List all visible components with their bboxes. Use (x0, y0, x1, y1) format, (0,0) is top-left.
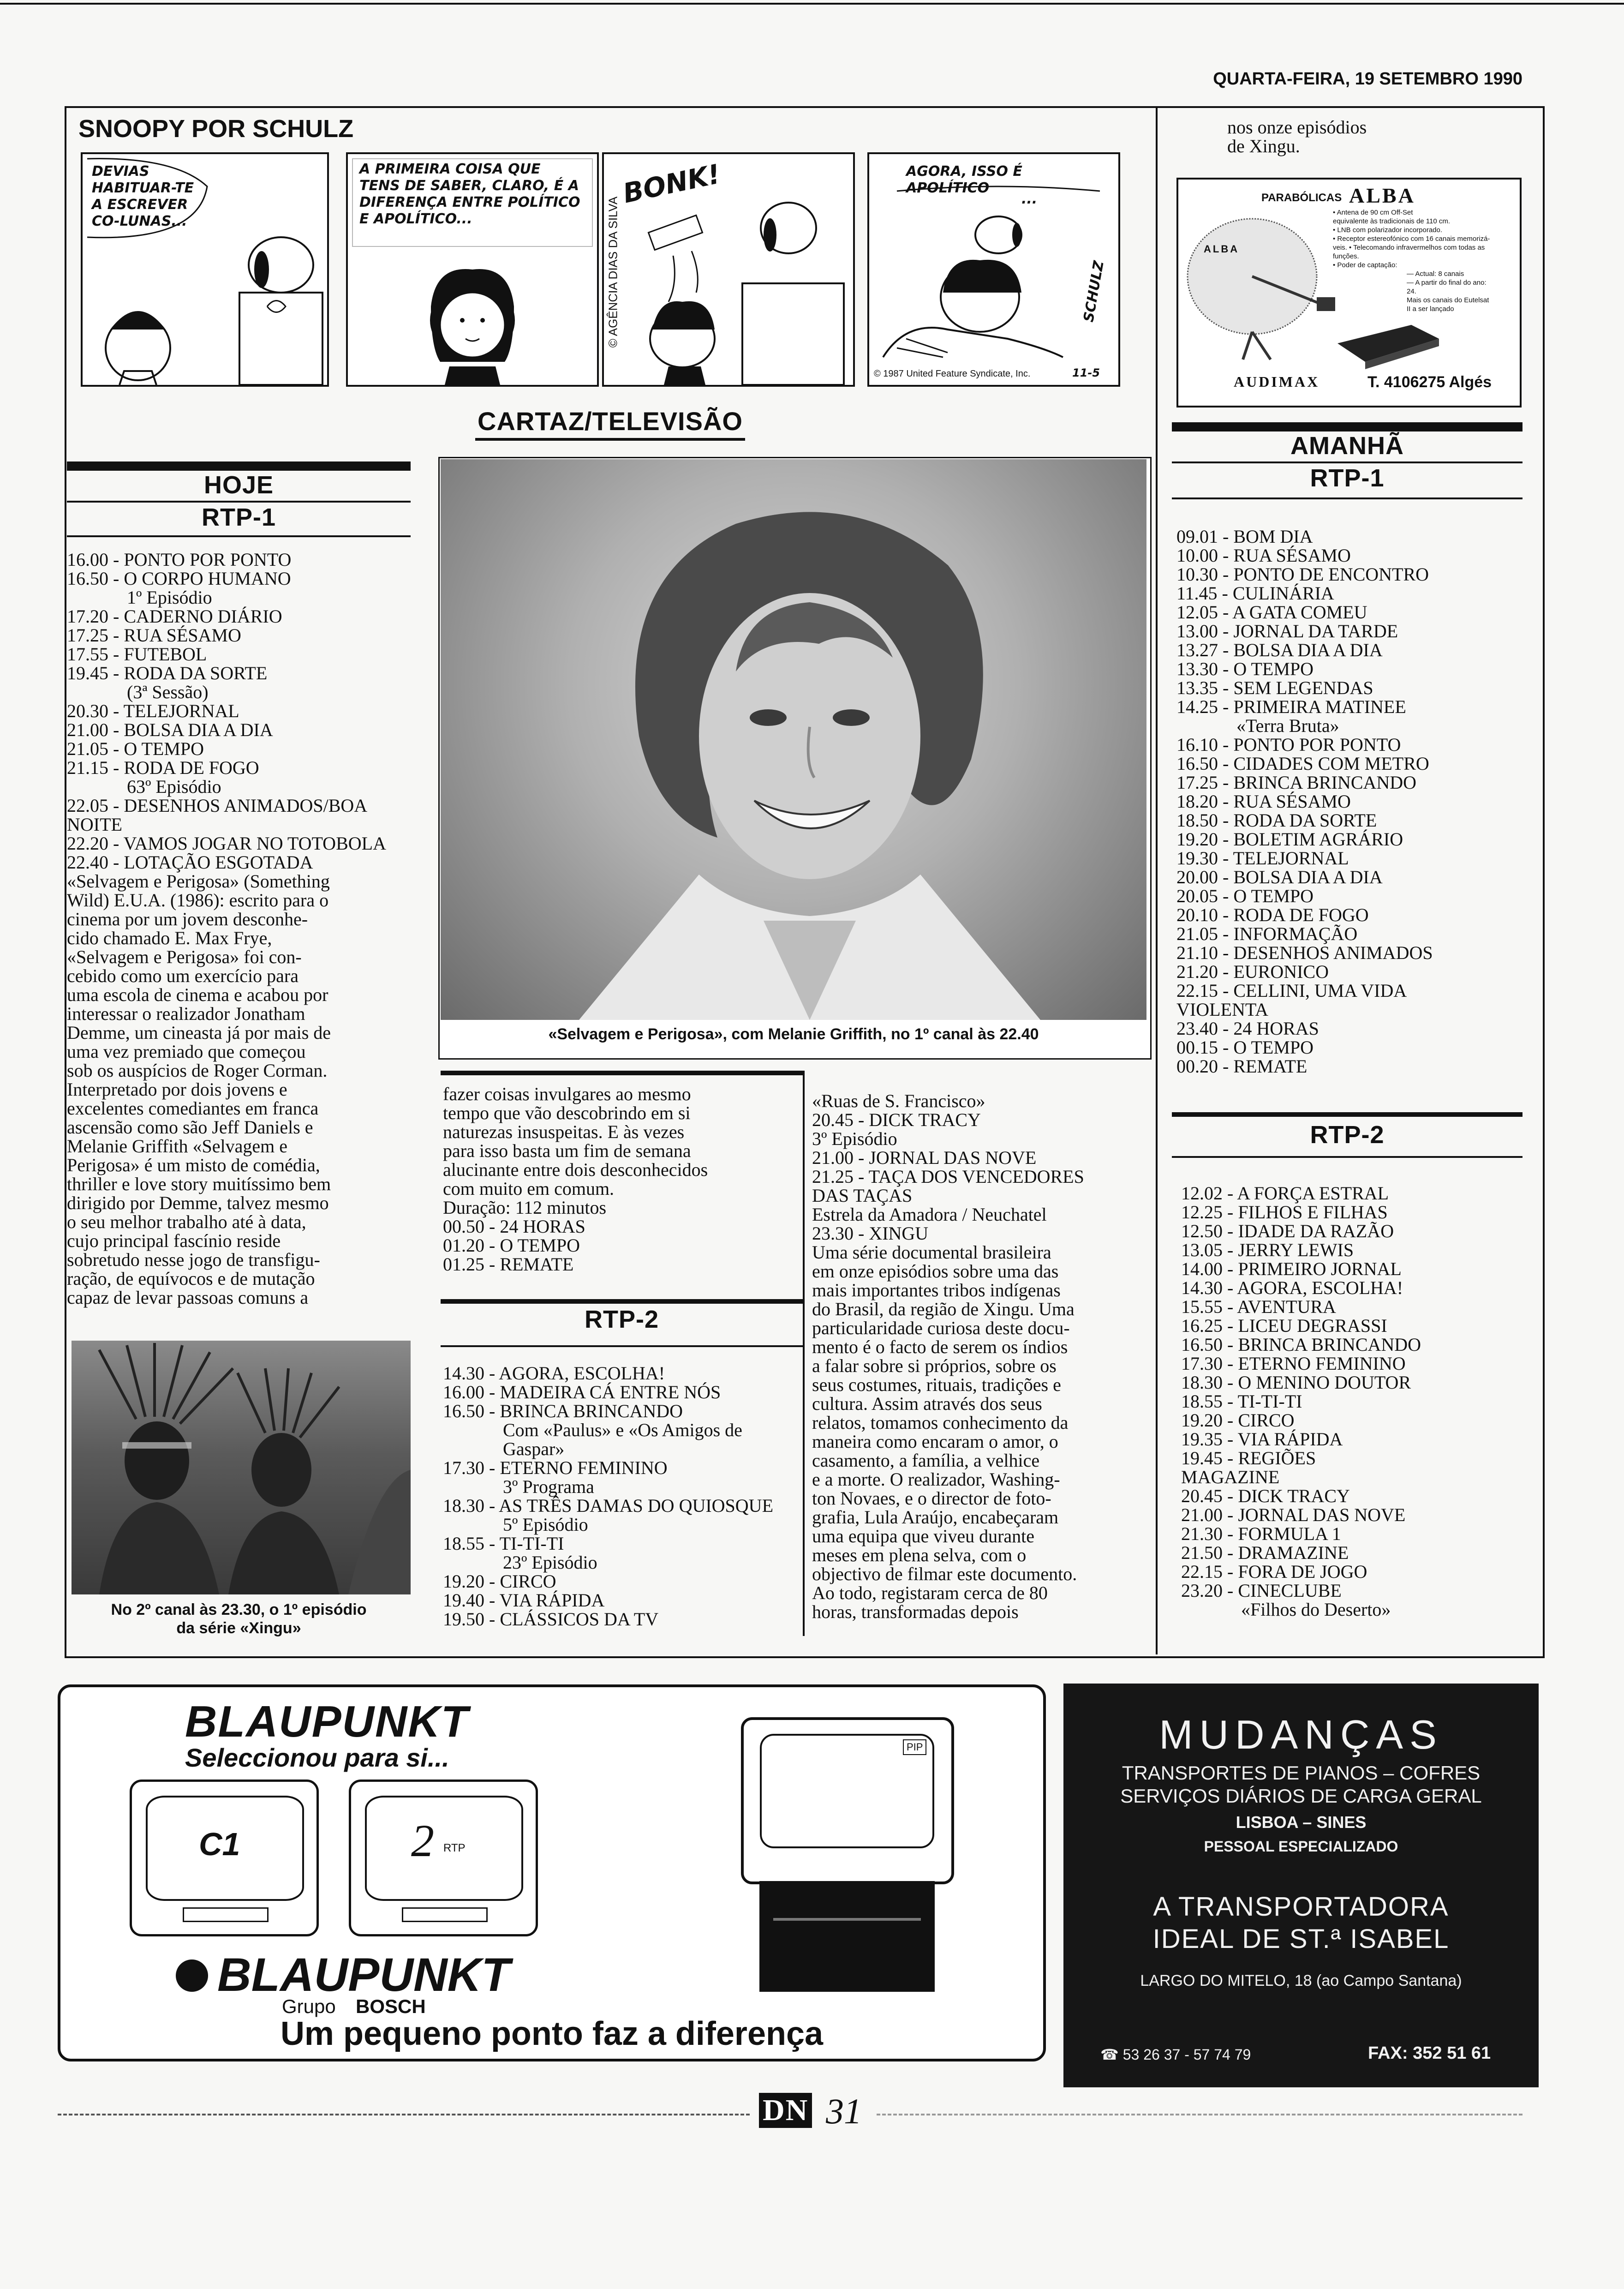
mudancas-fax: FAX: 352 51 61 (1368, 2043, 1491, 2063)
schedule-item: NOITE (67, 814, 122, 835)
panel4-dots: ... (1021, 191, 1038, 207)
mudancas-phone: ☎ 53 26 37 - 57 74 79 (1100, 2046, 1251, 2063)
schedule-item: 21.00 - BOLSA DIA A DIA (67, 719, 273, 740)
review-line: fazer coisas invulgares ao mesmo (443, 1084, 691, 1104)
schedule-item: DAS TAÇAS (812, 1185, 913, 1206)
review-line: mento é o facto de serem os índios (812, 1336, 1068, 1357)
schedule-item: 16.50 - BRINCA BRINCANDO (443, 1401, 683, 1421)
blaupunkt-tagline: Seleccionou para si... (185, 1743, 449, 1772)
schedule-note: 5º Episódio (503, 1514, 588, 1535)
schedule-item: 13.05 - JERRY LEWIS (1181, 1240, 1354, 1260)
schedule-note: 1º Episódio (127, 587, 212, 608)
schedule-item: 00.15 - O TEMPO (1176, 1037, 1314, 1058)
review-line: com muito em comum. (443, 1178, 615, 1199)
schedule-item: 01.25 - REMATE (443, 1254, 574, 1275)
tv1-controls (183, 1907, 269, 1922)
review-line: para isso basta um fim de semana (443, 1140, 691, 1161)
blaupunkt-dot-icon (176, 1959, 208, 1992)
schedule-item: 21.05 - O TEMPO (67, 738, 204, 759)
section-title: CARTAZ/TELEVISÃO (475, 406, 745, 441)
xingu-photo (72, 1341, 411, 1594)
panel2-speech: A PRIMEIRA COISA QUE TENS DE SABER, CLARO, É A DIFERENÇA ENTRE POLÍTICO E APOLÍTICO... (359, 161, 580, 227)
feature-line: equivalente às tradicionais de 110 cm. (1333, 217, 1451, 225)
schedule-item: 00.50 - 24 HORAS (443, 1216, 585, 1237)
schedule-item: 19.20 - CIRCO (443, 1571, 556, 1592)
review-line: seus costumes, rituais, tradições e (812, 1374, 1061, 1395)
blaupunkt-ad (58, 1684, 1046, 2061)
comic-panel-2 (346, 152, 599, 387)
review-line: «Selvagem e Perigosa» foi con- (67, 947, 302, 967)
schedule-item: 21.00 - JORNAL DAS NOVE (1181, 1504, 1406, 1525)
review-line: cujo principal fascínio reside (67, 1230, 281, 1251)
comic-panel-3 (602, 152, 855, 387)
schedule-item: 19.30 - TELEJORNAL (1176, 848, 1349, 869)
panel3-drawing (604, 154, 853, 385)
panel2-drawing (348, 154, 597, 385)
tv-set-1 (130, 1780, 319, 1936)
review-line: ton Novaes, e o director de foto- (812, 1488, 1051, 1509)
comic-title: SNOOPY POR SCHULZ (78, 115, 354, 143)
schedule-item: 21.10 - DESENHOS ANIMADOS (1176, 942, 1433, 963)
schedule-note: «Ruas de S. Francisco» (812, 1091, 985, 1111)
alba-seller: AUDIMAX (1234, 373, 1320, 390)
tv2-channel-logo: 2 (411, 1815, 434, 1866)
schedule-item: 18.30 - AS TRÊS DAMAS DO QUIOSQUE (443, 1495, 773, 1516)
schedule-item: 17.20 - CADERNO DIÁRIO (67, 606, 282, 627)
review-line: e a morte. O realizador, Washing- (812, 1469, 1060, 1490)
dish-label: ALBA (1204, 243, 1240, 255)
review-line: alucinante entre dois desconhecidos (443, 1159, 708, 1180)
schedule-note: «Filhos do Deserto» (1241, 1599, 1391, 1620)
review-line: Perigosa» é um misto de comédia, (67, 1155, 320, 1175)
tv2-controls (402, 1907, 488, 1922)
rtp2-top-bar (441, 1299, 803, 1304)
schedule-item: 17.30 - ETERNO FEMININO (443, 1457, 668, 1478)
panel4-drawing (869, 154, 1118, 385)
amanha-title: AMANHÃ (1290, 432, 1404, 460)
alba-phone: T. 4106275 Algés (1367, 373, 1492, 391)
schedule-item: 21.30 - FORMULA 1 (1181, 1523, 1341, 1544)
amanha-rtp2-schedule (1181, 1184, 1522, 1619)
footer-rule-right (877, 2114, 1522, 2115)
review-line: particularidade curiosa deste docu- (812, 1318, 1070, 1338)
schedule-item: 20.30 - TELEJORNAL (67, 701, 239, 721)
comic-date-mark: 11-5 (1072, 366, 1100, 379)
mudancas-line1: TRANSPORTES DE PIANOS – COFRES (1122, 1762, 1481, 1784)
amanha-rtp2-title: RTP-2 (1310, 1121, 1385, 1149)
schedule-item: 16.00 - MADEIRA CÁ ENTRE NÓS (443, 1382, 721, 1402)
schedule-item: 00.20 - REMATE (1176, 1056, 1308, 1077)
comic-panel-1 (81, 152, 329, 387)
hoje-top-bar (67, 461, 411, 471)
review-line: «Selvagem e Perigosa» (Something (67, 871, 330, 892)
schedule-item: 17.30 - ETERNO FEMININO (1181, 1353, 1406, 1374)
schedule-item: 21.25 - TAÇA DOS VENCEDORES (812, 1166, 1084, 1187)
rtp2-today-rule (441, 1345, 803, 1347)
review-line: interessar o realizador Jonatham (67, 1003, 305, 1024)
schedule-item: 17.25 - BRINCA BRINCANDO (1176, 772, 1417, 793)
schedule-item: 14.25 - PRIMEIRA MATINEE (1176, 696, 1406, 717)
feature-line: — A partir do final do ano: (1407, 279, 1487, 287)
tv-set-pip (741, 1717, 954, 1884)
alba-features (1333, 208, 1517, 313)
schedule-item: 22.05 - DESENHOS ANIMADOS/BOA (67, 795, 368, 816)
schedule-item: 19.20 - CIRCO (1181, 1410, 1295, 1431)
mudancas-staff: PESSOAL ESPECIALIZADO (1204, 1838, 1398, 1855)
hoje-schedule (67, 550, 411, 872)
review-line: objectivo de filmar este documento. (812, 1564, 1077, 1584)
review-line: maneira como encaram o amor, o (812, 1431, 1058, 1452)
mudancas-line2: SERVIÇOS DIÁRIOS DE CARGA GERAL (1120, 1785, 1482, 1807)
feature-line: funções. (1333, 252, 1359, 260)
schedule-item: MAGAZINE (1181, 1467, 1280, 1487)
schedule-item: 19.40 - VIA RÁPIDA (443, 1590, 605, 1611)
schedule-item: 20.45 - DICK TRACY (1181, 1486, 1350, 1506)
satellite-dish-icon (1183, 207, 1349, 364)
mudancas-title: MUDANÇAS (1159, 1712, 1443, 1757)
schedule-item: 17.55 - FUTEBOL (67, 644, 207, 665)
schedule-item: 19.50 - CLÁSSICOS DA TV (443, 1609, 659, 1630)
duration-line: Duração: 112 minutos (443, 1197, 607, 1218)
review-line: grafia, Lula Araújo, encabeçaram (812, 1507, 1059, 1528)
mudancas-ad (1063, 1684, 1539, 2087)
review-line: sobretudo nesse jogo de transfigu- (67, 1249, 320, 1270)
review-line: uma equipa que viveu durante (812, 1526, 1035, 1546)
col3-schedule (812, 1091, 1153, 1621)
newspaper-logo: DN (759, 2093, 812, 2128)
review-line: Interpretado por dois jovens e (67, 1079, 287, 1100)
schedule-item: 01.20 - O TEMPO (443, 1235, 580, 1256)
schedule-item: 16.50 - CIDADES COM METRO (1176, 753, 1429, 774)
schedule-item: 14.00 - PRIMEIRO JORNAL (1181, 1258, 1402, 1279)
schedule-item: 12.25 - FILHOS E FILHAS (1181, 1202, 1388, 1222)
review-line: naturezas insuspeitas. E às vezes (443, 1121, 685, 1142)
panel4-speech: AGORA, ISSO É APOLÍTICO (906, 163, 1022, 196)
comic-panel-4 (867, 152, 1120, 387)
schedule-item: 14.30 - AGORA, ESCOLHA! (443, 1363, 665, 1384)
review-line: meses em plena selva, com o (812, 1545, 1027, 1565)
review-line: uma vez premiado que começou (67, 1041, 306, 1062)
alba-prefix: PARABÓLICAS (1261, 192, 1342, 204)
review-line: Ao todo, registaram cerca de 80 (812, 1582, 1048, 1603)
review-line: em onze episódios sobre uma das (812, 1261, 1059, 1282)
schedule-item: 20.05 - O TEMPO (1176, 886, 1314, 906)
col2-col3-divider (803, 1071, 805, 1636)
tv1-channel-logo: C1 (199, 1826, 240, 1862)
schedule-item: 12.50 - IDADE DA RAZÃO (1181, 1221, 1394, 1241)
schedule-note: 3º Episódio (812, 1128, 897, 1149)
review-line: dirigido por Demme, talvez mesmo (67, 1192, 329, 1213)
rtp2-today-title: RTP-2 (584, 1306, 659, 1333)
schedule-item: 21.50 - DRAMAZINE (1181, 1542, 1349, 1563)
alba-brand: ALBA (1349, 184, 1415, 207)
hoje-divider (67, 501, 411, 503)
schedule-item: 23.30 - XINGU (812, 1223, 929, 1244)
review-line: Melanie Griffith «Selvagem e (67, 1136, 288, 1156)
hoje-channel: RTP-1 (201, 503, 276, 531)
schedule-note: 63º Episódio (127, 776, 221, 797)
right-column-divider (1156, 106, 1158, 1654)
schedule-item: 10.00 - RUA SÉSAMO (1176, 545, 1351, 566)
schedule-item: 23.40 - 24 HORAS (1176, 1018, 1319, 1039)
amanha-top-bar (1172, 422, 1522, 431)
review-line: cebido como um exercício para (67, 965, 299, 986)
review-line: capaz de levar passoas comuns a (67, 1287, 309, 1308)
amanha-rtp2-rule (1172, 1156, 1522, 1158)
page-number: 31 (826, 2091, 862, 2131)
mudancas-address: LARGO DO MITELO, 18 (ao Campo Santana) (1140, 1972, 1462, 1989)
feature-line: Mais os canais do Eutelsat (1407, 296, 1489, 304)
issue-date: QUARTA-FEIRA, 19 SETEMBRO 1990 (1213, 69, 1522, 89)
schedule-item: 13.27 - BOLSA DIA A DIA (1176, 640, 1383, 660)
schedule-item: 19.45 - REGIÕES (1181, 1448, 1316, 1468)
schedule-item: 16.50 - O CORPO HUMANO (67, 568, 291, 589)
feature-line: • LNB com polarizador incorporado. (1333, 226, 1443, 234)
caption-line: No 2º canal às 23.30, o 1º episódio (111, 1601, 367, 1618)
schedule-item: 09.01 - BOM DIA (1176, 526, 1313, 547)
schedule-note: Gaspar» (503, 1438, 565, 1459)
blaupunkt-brand: BLAUPUNKT (185, 1697, 469, 1746)
schedule-item: 18.30 - O MENINO DOUTOR (1181, 1372, 1411, 1393)
tv-cabinet (759, 1881, 935, 1992)
schedule-item: 22.20 - VAMOS JOGAR NO TOTOBOLA (67, 833, 386, 854)
review-line: do Brasil, da região de Xingu. Uma (812, 1299, 1075, 1319)
main-photo-caption: «Selvagem e Perigosa», com Melanie Griffith, no 1º canal às 22.40 (548, 1025, 1039, 1043)
review-line: mais importantes tribos indígenas (812, 1280, 1061, 1300)
feature-line: • Receptor estereofónico com 16 canais memorizá- (1333, 235, 1490, 243)
schedule-item: 18.55 - TI-TI-TI (1181, 1391, 1302, 1412)
panel1-drawing (83, 154, 327, 385)
schedule-item: 21.20 - EURONICO (1176, 961, 1329, 982)
rtp2-today-schedule (443, 1364, 803, 1629)
schedule-item: 12.02 - A FORÇA ESTRAL (1181, 1183, 1389, 1204)
right-column-continued (1227, 118, 1522, 156)
schedule-note: (3ª Sessão) (127, 682, 209, 702)
amanha-rtp1-schedule (1176, 527, 1522, 1076)
schedule-item: VIOLENTA (1176, 999, 1268, 1020)
schedule-item: 22.15 - FORA DE JOGO (1181, 1561, 1367, 1582)
mudancas-slogan1: A TRANSPORTADORA (1153, 1892, 1449, 1922)
xingu-photo-illustration (72, 1341, 411, 1594)
caption-line: da série «Xingu» (176, 1619, 301, 1637)
schedule-item: 18.50 - RODA DA SORTE (1176, 810, 1377, 831)
schedule-note: 23º Episódio (503, 1552, 597, 1573)
feature-line: • Poder de captação: (1333, 261, 1397, 269)
schedule-item: 20.10 - RODA DE FOGO (1176, 905, 1369, 925)
alba-satellite-ad (1176, 178, 1522, 407)
amanha-rtp2-top-bar (1172, 1112, 1522, 1117)
blaupunkt-brand-bottom: BLAUPUNKT (217, 1948, 510, 2001)
review-line: Demme, um cineasta já por mais de (67, 1022, 331, 1043)
col2-top-rule (441, 1071, 803, 1075)
review-line: horas, transformadas depois (812, 1601, 1019, 1622)
receiver-icon (1333, 316, 1444, 371)
review-line: tempo que vão descobrindo em si (443, 1103, 691, 1123)
review-line: Wild) E.U.A. (1986): escrito para o (67, 890, 329, 911)
xingu-photo-caption (67, 1600, 411, 1637)
mudancas-route: LISBOA – SINES (1236, 1813, 1367, 1832)
schedule-item: 13.00 - JORNAL DA TARDE (1176, 621, 1398, 641)
review-line: ração, de equívocos e de mutação (67, 1268, 315, 1289)
review-line: o seu melhor trabalho até à data, (67, 1211, 306, 1232)
portrait-illustration (441, 459, 1146, 1020)
feature-line: — Actual: 8 canais (1407, 270, 1464, 278)
review-line: nos onze episódios (1227, 117, 1367, 138)
feature-line: 24. (1407, 288, 1416, 295)
feature-line: II a ser lançado (1407, 305, 1454, 313)
schedule-item: 16.50 - BRINCA BRINCANDO (1181, 1334, 1421, 1355)
amanha-divider (1172, 461, 1522, 463)
tv-set-2 (349, 1780, 538, 1936)
review-line: cinema por um jovem desconhe- (67, 909, 308, 929)
panel3-sound-effect: BONK! (620, 158, 723, 210)
tv2-channel-sub: RTP (443, 1842, 466, 1854)
top-edge-rule (0, 3, 1624, 5)
schedule-item: 21.00 - JORNAL DAS NOVE (812, 1147, 1037, 1168)
feature-line: • Antena de 90 cm Off-Set (1333, 209, 1413, 216)
schedule-item: 19.45 - RODA DA SORTE (67, 663, 268, 683)
schedule-item: 13.30 - O TEMPO (1176, 659, 1314, 679)
review-line: ascensão como são Jeff Daniels e (67, 1117, 313, 1138)
panel1-speech: DEVIAS HABITUAR-TE A ESCREVER CO-LUNAS... (92, 163, 194, 229)
schedule-item: 16.10 - PONTO POR PONTO (1176, 734, 1401, 755)
amanha-rtp1-rule (1172, 497, 1522, 499)
review-line: cultura. Assim através dos seus (812, 1393, 1042, 1414)
schedule-item: 11.45 - CULINÁRIA (1176, 583, 1334, 604)
review-line: Uma série documental brasileira (812, 1242, 1051, 1263)
col2-continued (443, 1085, 803, 1274)
schedule-item: 19.20 - BOLETIM AGRÁRIO (1176, 829, 1403, 850)
schedule-item: 18.55 - TI-TI-TI (443, 1533, 564, 1554)
review-line: sob os auspícios de Roger Corman. (67, 1060, 328, 1081)
feature-line: veis. • Telecomando infravermelhos com todas as (1333, 244, 1485, 252)
schedule-item: 19.35 - VIA RÁPIDA (1181, 1429, 1343, 1450)
schedule-item: 16.00 - PONTO POR PONTO (67, 549, 292, 570)
comic-copyright: © 1987 United Feature Syndicate, Inc. (874, 369, 1031, 379)
schedule-item: 16.25 - LICEU DEGRASSI (1181, 1315, 1387, 1336)
schedule-item: 13.35 - SEM LEGENDAS (1176, 677, 1373, 698)
schedule-item: 22.15 - CELLINI, UMA VIDA (1176, 980, 1407, 1001)
schedule-note: 3º Programa (503, 1476, 594, 1497)
schedule-note: Com «Paulus» e «Os Amigos de (503, 1420, 742, 1440)
review-line: uma escola de cinema e acabou por (67, 984, 328, 1005)
panel3-agency-credit: © AGÊNCIA DIAS DA SILVA (606, 196, 620, 348)
mudancas-slogan2: IDEAL DE ST.ª ISABEL (1152, 1924, 1450, 1954)
hoje-title: HOJE (203, 471, 274, 499)
review-line: de Xingu. (1227, 136, 1300, 156)
schedule-item: 10.30 - PONTO DE ENCONTRO (1176, 564, 1429, 585)
schedule-item: 21.05 - INFORMAÇÃO (1176, 923, 1358, 944)
review-line: cido chamado E. Max Frye, (67, 928, 272, 948)
review-line: relatos, tomamos conhecimento da (812, 1412, 1069, 1433)
review-line: thriller e love story muitíssimo bem (67, 1174, 331, 1194)
schedule-item: 15.55 - AVENTURA (1181, 1296, 1336, 1317)
main-photo (441, 459, 1146, 1020)
blaupunkt-group-prefix: Grupo (282, 1995, 336, 2017)
blaupunkt-slogan: Um pequeno ponto faz a diferença (280, 2015, 824, 2052)
blaupunkt-group: BOSCH (356, 1995, 426, 2017)
schedule-item: 22.40 - LOTAÇÃO ESGOTADA (67, 852, 313, 873)
amanha-rtp1-title: RTP-1 (1310, 464, 1385, 492)
cabinet-shelf (773, 1918, 921, 1921)
review-line: a falar sobre si próprios, sobre os (812, 1355, 1057, 1376)
schedule-note: «Terra Bruta» (1236, 715, 1339, 736)
footer-rule-left (58, 2114, 750, 2115)
review-line: excelentes comediantes em franca (67, 1098, 319, 1119)
schedule-item: 14.30 - AGORA, ESCOLHA! (1181, 1277, 1403, 1298)
schedule-item: 23.20 - CINECLUBE (1181, 1580, 1342, 1601)
schedule-item: 18.20 - RUA SÉSAMO (1176, 791, 1351, 812)
schedule-item: 20.45 - DICK TRACY (812, 1109, 981, 1130)
review-line: casamento, a família, a velhice (812, 1450, 1040, 1471)
schedule-item: 17.25 - RUA SÉSAMO (67, 625, 241, 646)
hoje-film-review (67, 872, 411, 1307)
comic-signature: SCHULZ (1081, 259, 1107, 324)
schedule-item: 20.00 - BOLSA DIA A DIA (1176, 867, 1383, 887)
schedule-note: Estrela da Amadora / Neuchatel (812, 1204, 1047, 1225)
schedule-item: 12.05 - A GATA COMEU (1176, 602, 1367, 623)
schedule-item: 21.15 - RODA DE FOGO (67, 757, 259, 778)
hoje-channel-rule (67, 535, 411, 537)
pip-label: PIP (903, 1739, 926, 1755)
